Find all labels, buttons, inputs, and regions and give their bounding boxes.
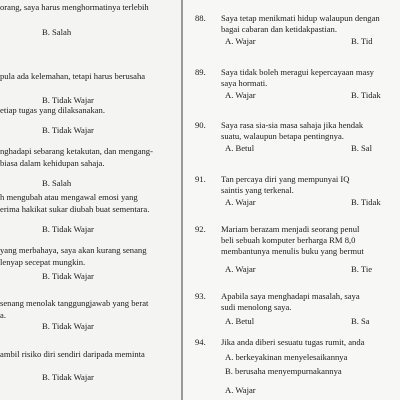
answer-option: A. Wajar <box>225 385 256 395</box>
answer-option: B. Tie <box>351 264 373 274</box>
answer-option: B. Tidak Wajar <box>42 125 94 135</box>
question-line: Saya tetap menikmati hidup walaupun dengan <box>221 13 380 23</box>
answer-option: B. Sa <box>351 316 370 326</box>
question-line: Mariam berazam menjadi seorang penul <box>221 224 360 234</box>
question-line: saintis yang terkenal. <box>221 185 294 195</box>
question-line: Apabila saya menghadapi masalah, saya <box>221 291 360 301</box>
text-line: nghadapi sebarang ketakutan, dan mengang- <box>0 146 153 156</box>
text-line: pula ada kelemahan, tetapi harus berusaha <box>0 71 146 81</box>
text-line: erima hakikat sukar diubah buat sementara. <box>0 204 150 214</box>
text-line: senang menolak tanggungjawab yang berat <box>0 298 149 308</box>
answer-option: A. Wajar <box>225 36 256 46</box>
answer-option: B. Tidak Wajar <box>42 372 94 382</box>
text-line: a. <box>0 310 6 320</box>
answer-option: A. Wajar <box>225 264 256 274</box>
question-line: suatu, walaupun betapa pentingnya. <box>221 131 344 141</box>
question-number: 88. <box>195 13 206 23</box>
answer-option: B. Tidak Wajar <box>42 321 94 331</box>
question-number: 92. <box>195 224 206 234</box>
question-number: 93. <box>195 291 206 301</box>
answer-option: B. Salah <box>42 27 72 37</box>
answer-option: B. Salah <box>42 178 72 188</box>
text-line: etiap tugas yang dilaksanakan. <box>0 105 106 115</box>
answer-option: A. Wajar <box>225 90 256 100</box>
text-line: lenyap secepat mungkin. <box>0 257 86 267</box>
question-number: 94. <box>195 337 206 347</box>
question-line: Tan percaya diri yang mempunyai IQ <box>221 174 350 184</box>
answer-option: B. Tid <box>351 36 373 46</box>
answer-option: B. Tidak Wajar <box>42 271 94 281</box>
text-line: biasa dalam kehidupan sahaja. <box>0 158 105 168</box>
text-line: h mengubah atau mengawal emosi yang <box>0 192 138 202</box>
left-page <box>0 0 182 400</box>
text-line: ambil risiko diri sendiri daripada meminta <box>0 349 145 359</box>
right-page <box>183 0 400 400</box>
question-line: bagai cabaran dan ketidakpastian. <box>221 24 337 34</box>
question-line: Saya tidak boleh meragui kepercayaan masy <box>221 67 374 77</box>
answer-option: A. Betul <box>225 143 255 153</box>
question-number: 91. <box>195 174 206 184</box>
answer-option: B. Tidak <box>351 90 381 100</box>
question-line: beli sebuah komputer berharga RM 8,0 <box>221 235 356 245</box>
question-line: sudi menolong saya. <box>221 302 292 312</box>
answer-option: B. Tidak <box>351 197 381 207</box>
answer-option: B. Tidak Wajar <box>42 224 94 234</box>
question-line: Jika anda diberi sesuatu tugas rumit, anda <box>221 337 365 347</box>
question-line: Saya rasa sia-sia masa sahaja jika hendak <box>221 120 364 130</box>
answer-option: A. Wajar <box>225 197 256 207</box>
question-number: 90. <box>195 120 206 130</box>
answer-option: B. berusaha menyempurnakannya <box>225 366 342 376</box>
answer-option: A. berkeyakinan menyelesaikannya <box>225 352 348 362</box>
answer-option: B. Tidak Wajar <box>42 95 94 105</box>
answer-option: B. Sal <box>351 143 373 153</box>
text-line: yang merbahaya, saya akan kurang senang <box>0 245 147 255</box>
question-line: membantunya menulis buku yang bermut <box>221 246 364 256</box>
answer-option: A. Betul <box>225 316 255 326</box>
text-line: orang, saya harus menghormatinya terlebih <box>0 2 149 12</box>
question-number: 89. <box>195 67 206 77</box>
question-line: saya hormati. <box>221 78 268 88</box>
